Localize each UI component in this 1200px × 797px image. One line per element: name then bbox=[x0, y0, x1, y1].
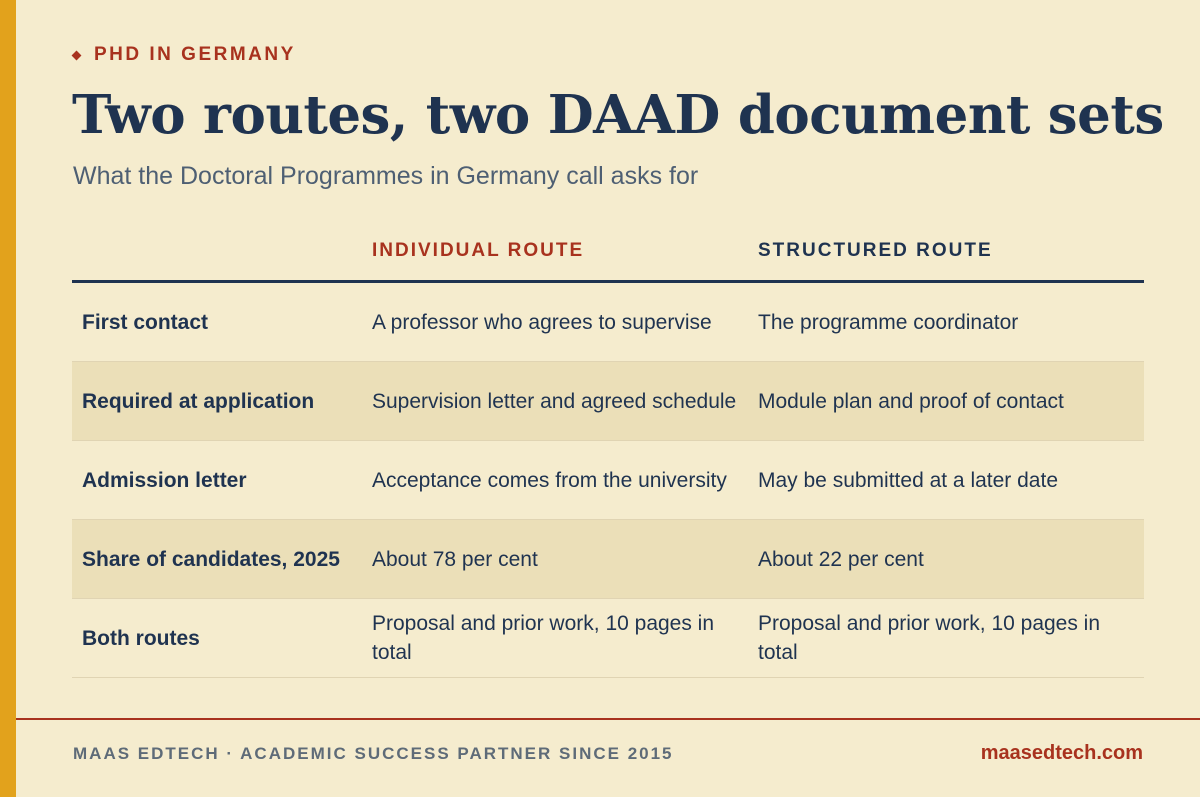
structured-cell: Proposal and prior work, 10 pages in total bbox=[758, 612, 1101, 664]
footer-divider bbox=[16, 718, 1200, 720]
eyebrow bbox=[73, 44, 296, 66]
individual-cell: Proposal and prior work, 10 pages in total bbox=[372, 612, 715, 664]
structured-cell: About 22 per cent bbox=[758, 547, 924, 571]
page-title: Two routes, two DAAD document sets bbox=[72, 84, 1164, 146]
table-row bbox=[72, 283, 1144, 362]
footer-website-link[interactable]: maasedtech.com bbox=[980, 742, 1143, 764]
structured-cell: Module plan and proof of contact bbox=[758, 389, 1064, 413]
accent-bar bbox=[0, 0, 16, 797]
table-header-row bbox=[72, 232, 1144, 283]
eyebrow-label: PHD IN GERMANY bbox=[94, 44, 296, 65]
diamond-icon bbox=[72, 50, 82, 60]
header-label-column bbox=[72, 232, 372, 240]
table-row bbox=[72, 441, 1144, 520]
individual-cell: A professor who agrees to supervise bbox=[372, 310, 712, 334]
page-subtitle: What the Doctoral Programmes in Germany call asks for bbox=[73, 162, 699, 190]
structured-cell: The programme coordinator bbox=[758, 310, 1019, 334]
table-row bbox=[72, 362, 1144, 441]
table-row bbox=[72, 599, 1144, 678]
row-label: Required at application bbox=[82, 389, 315, 413]
row-label: First contact bbox=[82, 310, 209, 334]
structured-cell: May be submitted at a later date bbox=[758, 468, 1058, 492]
row-label: Both routes bbox=[82, 626, 200, 650]
individual-cell: About 78 per cent bbox=[372, 547, 538, 571]
header-individual-route: INDIVIDUAL ROUTE bbox=[372, 240, 585, 261]
row-label: Share of candidates, 2025 bbox=[82, 547, 340, 571]
individual-cell: Acceptance comes from the university bbox=[372, 468, 727, 492]
footer-tagline: MAAS EDTECH · ACADEMIC SUCCESS PARTNER SINCE 2015 bbox=[73, 744, 674, 763]
comparison-table bbox=[72, 232, 1144, 678]
row-label: Admission letter bbox=[82, 468, 247, 492]
header-structured-route: STRUCTURED ROUTE bbox=[758, 240, 993, 261]
individual-cell: Supervision letter and agreed schedule bbox=[372, 389, 737, 413]
table-row bbox=[72, 520, 1144, 599]
